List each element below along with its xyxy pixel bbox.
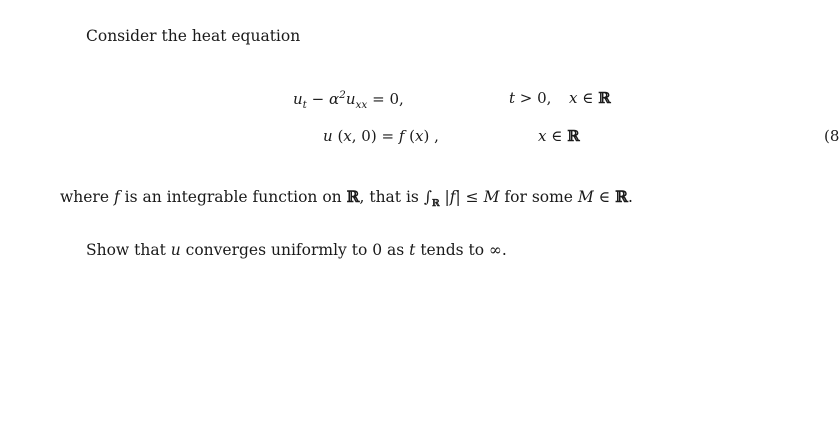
reals-symbol-2: ℝ [615,187,629,206]
task-text-2: converges uniformly to 0 as [185,241,405,259]
M-symbol-1: M [483,188,500,206]
t-symbol: t [409,241,416,259]
equation-1-lhs: $u_t - \alpha^2u_{xx} = 0$, [293,89,404,111]
equation-2-condition-x: x ∈ ℝ [538,127,580,145]
task-text-3: tends to [420,241,485,259]
abs-f: |f| [444,188,461,206]
u-symbol: u [170,241,181,259]
equation-number: (8 [824,127,839,145]
integral-symbol [423,188,440,209]
intro-text: Consider the heat equation [86,27,301,45]
where-text-2: is an integrable function on [124,188,342,206]
task-period: . [501,241,507,259]
integral-subscript: ℝ [431,198,440,209]
in-symbol: ∈ [598,188,611,206]
where-text-3: , that is [359,188,419,206]
where-word: where [60,188,110,206]
task-text-1: Show that [86,241,166,259]
where-period: . [628,188,633,206]
leq-symbol: ≤ [465,188,479,206]
equation-1-condition-t: t > 0, [509,89,552,107]
reals-symbol-1: ℝ [346,187,360,206]
equation-1-condition-x: x ∈ ℝ [569,89,611,107]
f-symbol: f [113,188,120,206]
task-paragraph [86,241,507,259]
intro-paragraph [86,27,300,45]
integral-sign: ∫ [423,188,432,206]
infinity-symbol: ∞ [489,241,502,259]
equation-1 [293,89,404,111]
where-text-4: for some [504,188,573,206]
where-paragraph [60,187,633,209]
M-symbol-2: M [577,188,594,206]
equation-2: u (x, 0) = f (x) , [323,127,439,145]
